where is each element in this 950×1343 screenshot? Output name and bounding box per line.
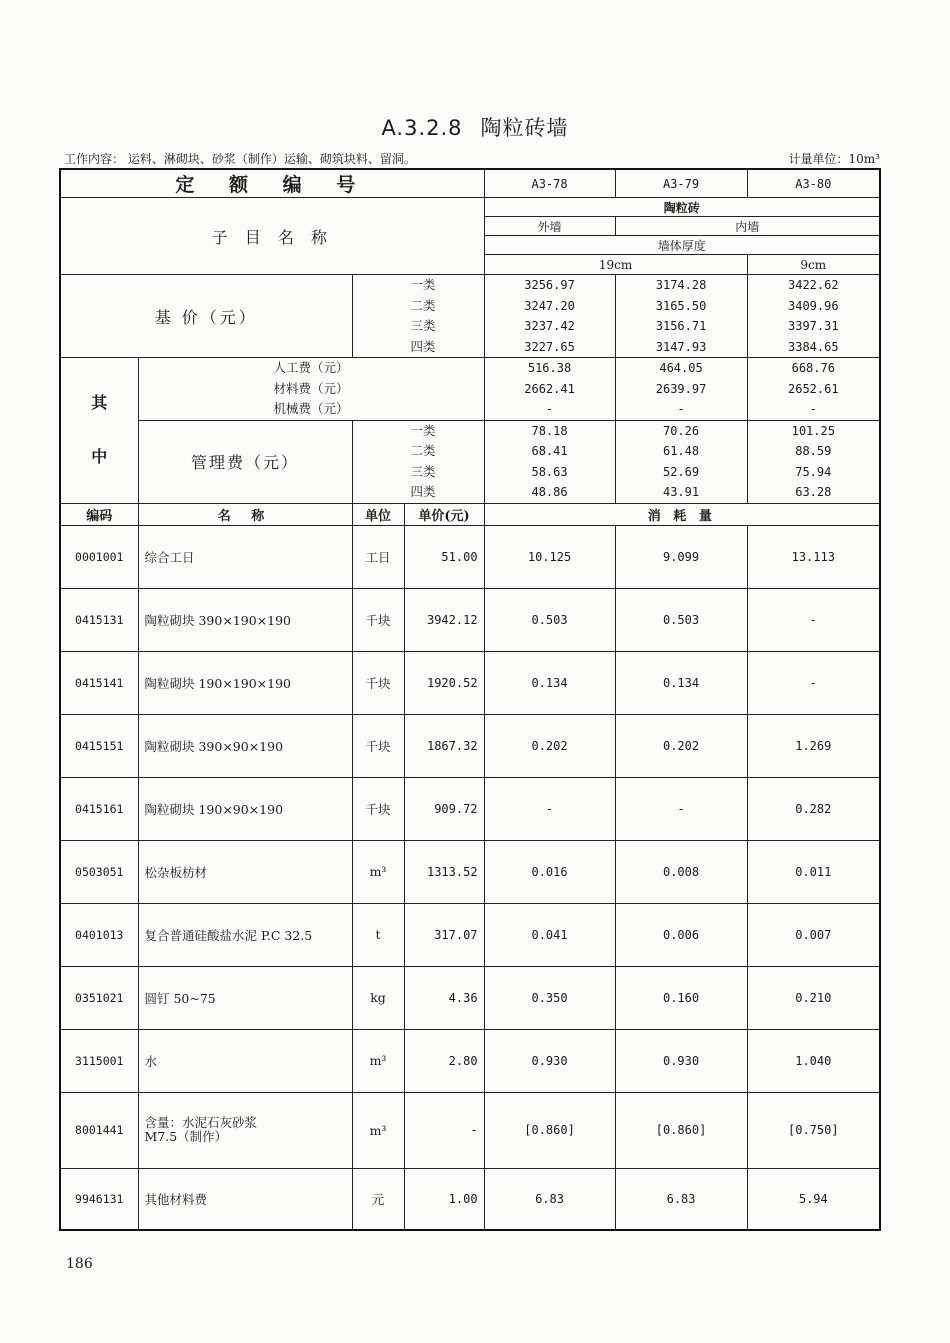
quota-code-3: A3-80 bbox=[747, 169, 880, 198]
mgmt-col-3 bbox=[747, 420, 880, 503]
col-unit-header: 单位 bbox=[352, 503, 404, 525]
row-name: 复合普通硅酸盐水泥 P.C 32.5 bbox=[138, 903, 352, 966]
row-name bbox=[138, 1092, 352, 1168]
mgmt-col-2 bbox=[615, 420, 747, 503]
mgmt-value: 52.69 bbox=[662, 464, 700, 479]
row-code: 0415161 bbox=[60, 777, 138, 840]
class-1: 一类 bbox=[410, 277, 436, 292]
quota-number-label: 定 额 编 号 bbox=[60, 169, 484, 198]
mgmt-value: 75.94 bbox=[795, 464, 832, 479]
row-code: 0415131 bbox=[60, 588, 138, 651]
row-value: - bbox=[615, 777, 747, 840]
material-cost: 2639.97 bbox=[655, 381, 707, 396]
row-code: 9946131 bbox=[60, 1168, 138, 1230]
material-cost: 2652.61 bbox=[788, 381, 839, 396]
row-price: 909.72 bbox=[404, 777, 484, 840]
mgmt-class: 三类 bbox=[410, 463, 436, 479]
row-name: 圆钉 50~75 bbox=[138, 966, 352, 1029]
row-code: 0415141 bbox=[60, 651, 138, 714]
base-price-classes bbox=[352, 275, 484, 358]
labor-cost: 464.05 bbox=[659, 361, 703, 375]
row-value: 0.011 bbox=[747, 840, 880, 903]
row-value: 13.113 bbox=[747, 525, 880, 588]
quota-code-1: A3-78 bbox=[484, 169, 615, 198]
class-3: 三类 bbox=[410, 318, 436, 333]
row-value: 0.503 bbox=[615, 588, 747, 651]
base-price-value: 3397.31 bbox=[788, 319, 839, 333]
row-name: 陶粒砌块 390×190×190 bbox=[138, 588, 352, 651]
row-code: 0401013 bbox=[60, 903, 138, 966]
mgmt-col-1 bbox=[484, 420, 615, 503]
row-value: [0.860] bbox=[484, 1092, 615, 1168]
table-row bbox=[60, 966, 880, 1029]
mgmt-value: 101.25 bbox=[791, 423, 835, 438]
row-value: 6.83 bbox=[615, 1168, 747, 1230]
base-price-value: 3165.50 bbox=[655, 298, 707, 313]
labor-cost: 516.38 bbox=[527, 361, 572, 375]
inner-wall-label: 内墙 bbox=[615, 217, 880, 236]
row-unit: m³ bbox=[352, 840, 404, 903]
row-price: 1313.52 bbox=[404, 840, 484, 903]
row-value: 0.007 bbox=[747, 903, 880, 966]
base-price-col-1 bbox=[484, 275, 615, 358]
row-value: 6.83 bbox=[484, 1168, 615, 1230]
class-2: 二类 bbox=[410, 297, 436, 313]
base-price-col-3 bbox=[747, 275, 880, 358]
row-value: - bbox=[747, 651, 880, 714]
labor-cost: 668.76 bbox=[791, 361, 835, 375]
cost-col-3 bbox=[747, 358, 880, 421]
unit-label: 计量单位：10m³ bbox=[788, 152, 880, 166]
mgmt-value: 70.26 bbox=[662, 423, 700, 438]
mgmt-fee-label: 管理费（元） bbox=[138, 420, 352, 503]
row-code: 0351021 bbox=[60, 966, 138, 1029]
row-name: 水 bbox=[138, 1029, 352, 1092]
row-value: 0.016 bbox=[484, 840, 615, 903]
mgmt-classes bbox=[352, 420, 484, 503]
among-label bbox=[60, 358, 138, 504]
row-unit: 千块 bbox=[352, 777, 404, 840]
col-price-header: 单价(元) bbox=[404, 503, 484, 525]
table-row bbox=[60, 525, 880, 588]
base-price-value: 3174.28 bbox=[655, 278, 707, 292]
page-number: 186 bbox=[66, 1256, 93, 1272]
row-price: 1920.52 bbox=[404, 651, 484, 714]
mgmt-value: 58.63 bbox=[531, 464, 568, 479]
mgmt-value: 63.28 bbox=[795, 485, 832, 499]
row-code: 0415151 bbox=[60, 714, 138, 777]
row-code: 3115001 bbox=[60, 1029, 138, 1092]
table-row bbox=[60, 1029, 880, 1092]
col-name-header: 名 称 bbox=[138, 503, 352, 525]
among-label-top: 其 bbox=[91, 393, 108, 413]
row-value: 0.134 bbox=[484, 651, 615, 714]
row-value: 1.040 bbox=[747, 1029, 880, 1092]
mgmt-value: 78.18 bbox=[531, 423, 568, 438]
table-row bbox=[60, 588, 880, 651]
row-name: 陶粒砌块 190×190×190 bbox=[138, 651, 352, 714]
row-code: 8001441 bbox=[60, 1092, 138, 1168]
base-price-col-2 bbox=[615, 275, 747, 358]
row-price: 1.00 bbox=[404, 1168, 484, 1230]
table-row bbox=[60, 1168, 880, 1230]
row-unit: 工日 bbox=[352, 525, 404, 588]
row-value: 0.006 bbox=[615, 903, 747, 966]
col-consumption-header: 消 耗 量 bbox=[484, 503, 880, 525]
row-value: 0.160 bbox=[615, 966, 747, 1029]
row-unit: m³ bbox=[352, 1092, 404, 1168]
row-unit: t bbox=[352, 903, 404, 966]
row-name: 松杂板枋材 bbox=[138, 840, 352, 903]
base-price-value: 3237.42 bbox=[524, 319, 575, 333]
mgmt-value: 48.86 bbox=[531, 485, 568, 499]
mgmt-class: 一类 bbox=[410, 422, 436, 438]
row-value: 0.041 bbox=[484, 903, 615, 966]
machine-cost-label: 机械费（元） bbox=[273, 401, 349, 416]
row-value: 1.269 bbox=[747, 714, 880, 777]
row-price: 2.80 bbox=[404, 1029, 484, 1092]
table-row bbox=[60, 903, 880, 966]
row-price: 1867.32 bbox=[404, 714, 484, 777]
row-name: 其他材料费 bbox=[138, 1168, 352, 1230]
material-cost: 2662.41 bbox=[524, 381, 575, 396]
mgmt-value: 43.91 bbox=[662, 485, 700, 499]
row-value: 0.350 bbox=[484, 966, 615, 1029]
row-name: 陶粒砌块 190×90×190 bbox=[138, 777, 352, 840]
row-value: 0.210 bbox=[747, 966, 880, 1029]
row-price: 3942.12 bbox=[404, 588, 484, 651]
row-value: [0.860] bbox=[615, 1092, 747, 1168]
class-4: 四类 bbox=[410, 338, 436, 354]
base-price-value: 3247.20 bbox=[524, 298, 575, 313]
section-name: 陶粒砖墙 bbox=[480, 116, 569, 140]
table-row bbox=[60, 651, 880, 714]
material-cost-label: 材料费（元） bbox=[273, 380, 349, 396]
table-row bbox=[60, 714, 880, 777]
row-code: 0001001 bbox=[60, 525, 138, 588]
wall-thickness-label: 墙体厚度 bbox=[484, 236, 880, 255]
table-row bbox=[60, 840, 880, 903]
section-code: A.3.2.8 bbox=[381, 116, 463, 140]
table-row bbox=[60, 777, 880, 840]
among-label-bottom: 中 bbox=[91, 447, 108, 467]
row-value: 0.503 bbox=[484, 588, 615, 651]
item-name-label: 子 目 名 称 bbox=[60, 198, 484, 275]
labor-cost-label: 人工费（元） bbox=[273, 360, 349, 375]
row-unit: 千块 bbox=[352, 588, 404, 651]
row-value: 0.202 bbox=[615, 714, 747, 777]
quota-code-2: A3-79 bbox=[615, 169, 747, 198]
row-value: 0.282 bbox=[747, 777, 880, 840]
cost-labels bbox=[138, 358, 484, 421]
row-value: [0.750] bbox=[747, 1092, 880, 1168]
row-unit: m³ bbox=[352, 1029, 404, 1092]
base-price-value: 3409.96 bbox=[788, 298, 839, 313]
base-price-value: 3384.65 bbox=[788, 339, 839, 354]
machine-cost: - bbox=[677, 402, 685, 416]
row-value: 0.008 bbox=[615, 840, 747, 903]
material-type: 陶粒砖 bbox=[484, 198, 880, 217]
row-value: 0.202 bbox=[484, 714, 615, 777]
base-price-value: 3256.97 bbox=[524, 278, 575, 292]
mgmt-value: 68.41 bbox=[531, 444, 568, 458]
thickness-9: 9cm bbox=[747, 255, 880, 275]
row-value: - bbox=[484, 777, 615, 840]
row-price: 317.07 bbox=[404, 903, 484, 966]
base-price-value: 3422.62 bbox=[788, 278, 839, 292]
row-value: 0.930 bbox=[484, 1029, 615, 1092]
mgmt-value: 61.48 bbox=[662, 444, 700, 458]
row-name: 陶粒砌块 390×90×190 bbox=[138, 714, 352, 777]
quota-table bbox=[59, 168, 881, 1231]
row-code: 0503051 bbox=[60, 840, 138, 903]
row-name-line-1: 含量：水泥石灰砂浆 bbox=[144, 1115, 258, 1130]
row-price: 4.36 bbox=[404, 966, 484, 1029]
row-value: 10.125 bbox=[484, 525, 615, 588]
base-price-label: 基 价（元） bbox=[60, 275, 352, 358]
base-price-value: 3156.71 bbox=[655, 319, 707, 333]
base-price-value: 3147.93 bbox=[655, 339, 707, 354]
work-content-line bbox=[64, 150, 880, 168]
table-row bbox=[60, 1092, 880, 1168]
mgmt-value: 88.59 bbox=[795, 444, 832, 458]
row-unit: 元 bbox=[352, 1168, 404, 1230]
row-value: 9.099 bbox=[615, 525, 747, 588]
row-unit: kg bbox=[352, 966, 404, 1029]
page-title bbox=[0, 112, 950, 142]
mgmt-class: 二类 bbox=[410, 443, 436, 458]
cost-col-1 bbox=[484, 358, 615, 421]
work-content: 工作内容： 运料、淋砌块、砂浆（制作）运输、砌筑块料、留洞。 bbox=[64, 152, 416, 166]
row-value: 0.134 bbox=[615, 651, 747, 714]
cost-col-2 bbox=[615, 358, 747, 421]
machine-cost: - bbox=[809, 402, 817, 416]
col-code-header: 编码 bbox=[60, 503, 138, 525]
outer-wall-label: 外墙 bbox=[484, 217, 615, 236]
row-name: 综合工日 bbox=[138, 525, 352, 588]
machine-cost: - bbox=[545, 402, 554, 416]
row-name-line-2: M7.5（制作） bbox=[144, 1129, 228, 1144]
row-value: - bbox=[747, 588, 880, 651]
row-unit: 千块 bbox=[352, 714, 404, 777]
base-price-value: 3227.65 bbox=[524, 339, 575, 354]
row-unit: 千块 bbox=[352, 651, 404, 714]
thickness-19: 19cm bbox=[484, 255, 747, 275]
row-value: 0.930 bbox=[615, 1029, 747, 1092]
row-price: 51.00 bbox=[404, 525, 484, 588]
row-value: 5.94 bbox=[747, 1168, 880, 1230]
mgmt-class: 四类 bbox=[410, 484, 436, 499]
row-price: - bbox=[404, 1092, 484, 1168]
